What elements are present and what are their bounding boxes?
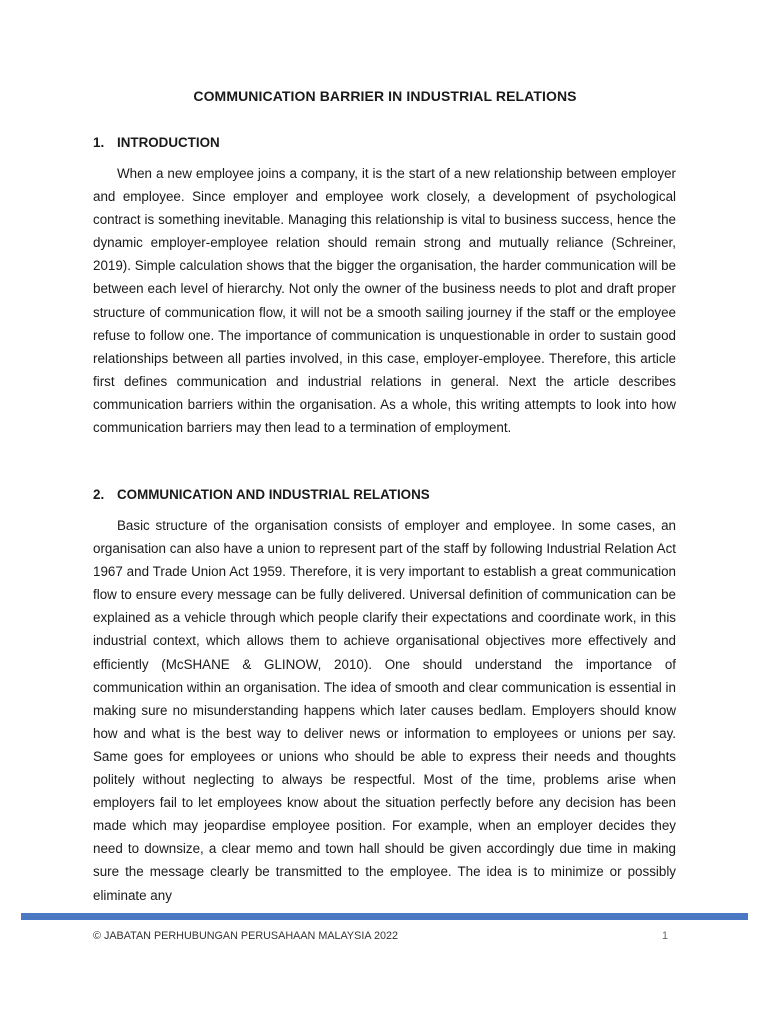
footer-copyright: © JABATAN PERHUBUNGAN PERUSAHAAN MALAYSIA 2022 [93,930,398,942]
section-1-title: INTRODUCTION [117,135,220,150]
page-number: 1 [662,930,669,942]
section-2-number: 2. [93,487,105,502]
section-2-heading [93,487,430,502]
footer-rule [21,913,748,920]
section-2-title: COMMUNICATION AND INDUSTRIAL RELATIONS [117,487,430,502]
section-1-paragraph: When a new employee joins a company, it is the start of a new relationship between employer and employee. Since employer and employee work closely, a development of psychological contract is something inevitable. Managing this relationship is vital to business success, hence the dynamic employer-employee relation should remain strong and mutually reliance (Schreiner, 2019). Simple calculation shows that the bigger the organisation, the harder communication will be between each level of hierarchy. Not only the owner of the business needs to plot and draft proper structure of communication flow, it will not be a smooth sailing journey if the staff or the employee refuse to follow one. The importance of communication is unquestionable in order to sustain good relationships between all parties involved, in this case, employer-employee. Therefore, this article first defines communication and industrial relations in general. Next the article describes communication barriers within the organisation. As a whole, this writing attempts to look into how communication barriers may then lead to a termination of employment. [93,166,676,436]
section-2-paragraph: Basic structure of the organisation consists of employer and employee. In some cases, an organisation can also have a union to represent part of the staff by following Industrial Relation Act 1967 and Trade Union Act 1959. Therefore, it is very important to establish a great communication flow to ensure every message can be fully delivered. Universal definition of communication can be explained as a vehicle through which people clarify their expectations and coordinate work, in this industrial context, which allows them to achieve organisational objectives more effectively and efficiently (McSHANE & GLINOW, 2010). One should understand the importance of communication within an organisation. The idea of smooth and clear communication is essential in making sure no misunderstanding happens which later causes bedlam. Employers should know how and what is the best way to deliver news or information to employees or unions per say. Same goes for employees or unions who should be able to express their needs and thoughts politely without neglecting to always be respectful. Most of the time, problems arise when employers fail to let employees know about the situation perfectly before any decision has been made which may jeopardise employee position. For example, when an employer decides they need to downsize, a clear memo and town hall should be given accordingly due time in making sure the message clearly be transmitted to the employee. The idea is to minimize or possibly eliminate any [93,518,676,903]
section-1-heading [93,135,220,150]
section-1-number: 1. [93,135,105,150]
page-title: COMMUNICATION BARRIER IN INDUSTRIAL RELATIONS [193,88,577,104]
